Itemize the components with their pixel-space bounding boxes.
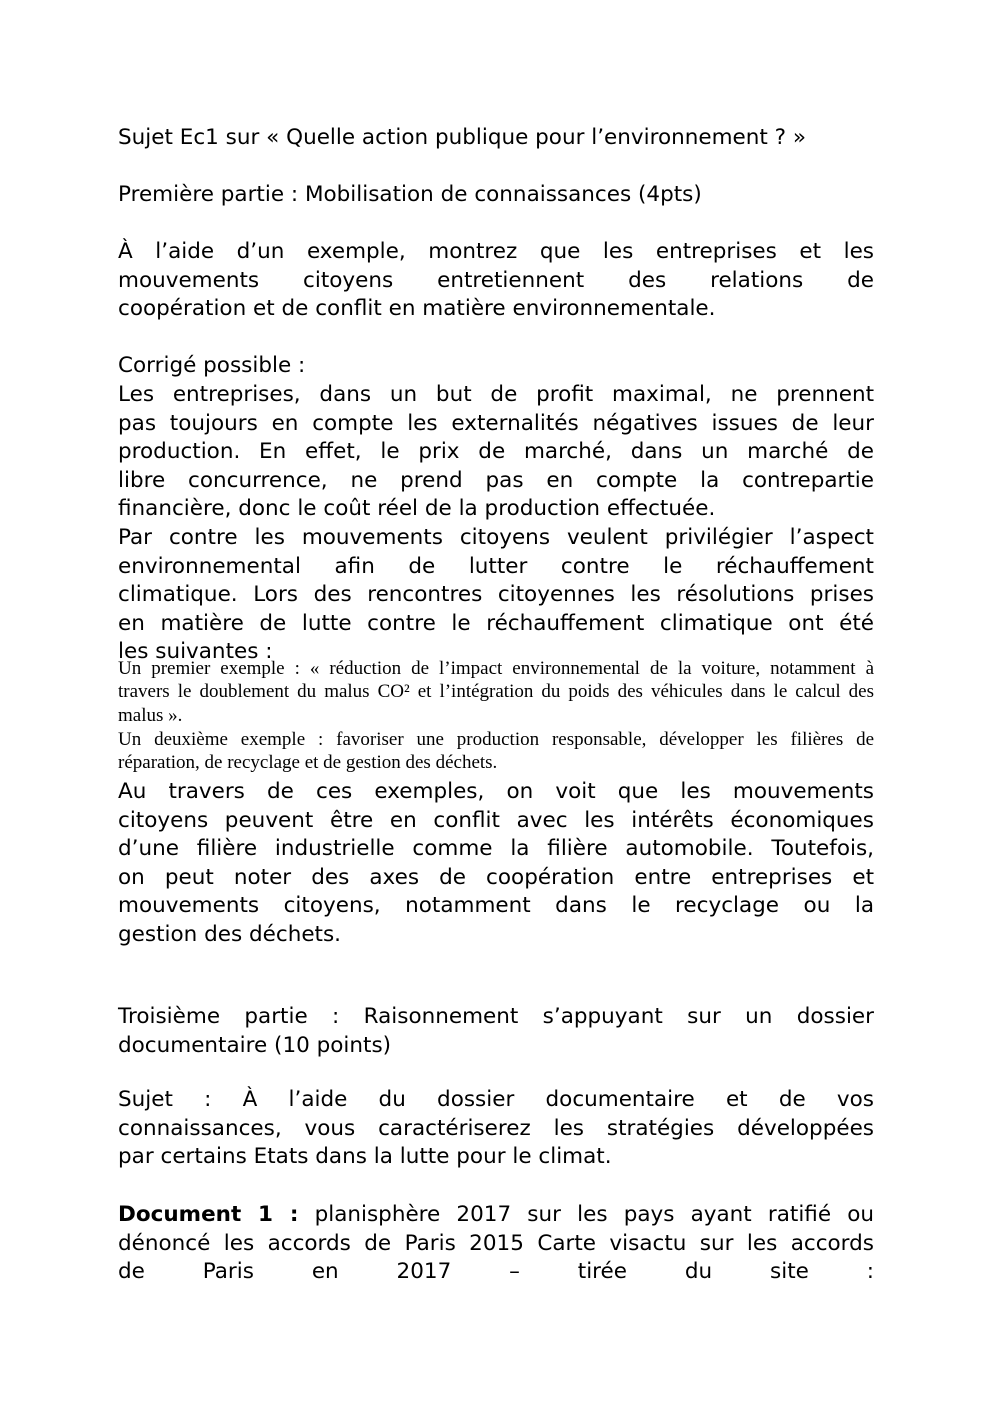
exercise-question: [118, 238, 874, 324]
example-2: [118, 728, 874, 775]
part1-heading: [118, 181, 874, 210]
text-line: production. En effet, le prix de marché, dans un marché de: [118, 439, 874, 465]
text-line: Un deuxième exemple : favoriser une production responsable, développer les filières de: [118, 729, 874, 750]
text-line: documentaire (10 points): [118, 1032, 392, 1058]
text-line: les suivantes :: [118, 639, 273, 665]
text-line: malus ».: [118, 704, 183, 726]
text-line: [118, 1201, 874, 1230]
text-line: réparation, de recyclage et de gestion des déchets.: [118, 752, 498, 774]
text-line: Sujet Ec1 sur « Quelle action publique pour l’environnement ? »: [118, 125, 807, 150]
text-line: coopération et de conflit en matière environnementale.: [118, 296, 716, 322]
text-line: libre concurrence, ne prend pas en compte la contrepartie: [118, 467, 874, 493]
text-line: climatique. Lors des rencontres citoyennes les résolutions prises: [118, 582, 874, 608]
text-line: d’une filière industrielle comme la filière automobile. Toutefois,: [118, 836, 874, 862]
text-line: mouvements citoyens entretiennent des relations de: [118, 267, 874, 293]
text-line: Les entreprises, dans un but de profit maximal, ne prennent: [118, 382, 874, 407]
document1-label: Document 1 :: [118, 1202, 299, 1227]
subject-title: [118, 124, 874, 153]
text-line: Au travers de ces exemples, on voit que les mouvements: [118, 779, 874, 804]
corrige-paragraph-entreprises: [118, 381, 874, 524]
text-line: Première partie : Mobilisation de connaissances (4pts): [118, 182, 702, 207]
text-line: gestion des déchets.: [118, 921, 342, 947]
text-line: Troisième partie : Raisonnement s’appuyant sur un dossier: [118, 1004, 874, 1029]
text-line: pas toujours en compte les externalités négatives issues de leur: [118, 410, 874, 436]
text-line: citoyens peuvent être en conflit avec les intérêts économiques: [118, 807, 874, 833]
document1-caption: [118, 1201, 874, 1287]
part3-heading: [118, 1003, 874, 1060]
text-line: Corrigé possible :: [118, 353, 306, 378]
document1-caption-text: planisphère 2017 sur les pays ayant ratifié ou: [298, 1202, 875, 1227]
text-line: dénoncé les accords de Paris 2015 Carte visactu sur les accords: [118, 1230, 874, 1256]
text-line: environnemental afin de lutter contre le réchauffement: [118, 553, 874, 579]
corrige-paragraph-mouvements: [118, 524, 874, 667]
part3-subject: [118, 1086, 874, 1172]
text-line: de Paris en 2017 – tirée du site :: [118, 1259, 874, 1285]
corrige-label: [118, 352, 874, 381]
corrige-paragraph-synthese: [118, 778, 874, 950]
text-line: connaissances, vous caractériserez les stratégies développées: [118, 1115, 874, 1141]
text-line: on peut noter des axes de coopération entre entreprises et: [118, 864, 874, 890]
text-line: À l’aide d’un exemple, montrez que les entreprises et les: [118, 239, 874, 264]
text-line: mouvements citoyens, notamment dans le recyclage ou la: [118, 893, 874, 919]
text-line: en matière de lutte contre le réchauffement climatique ont été: [118, 610, 874, 636]
text-line: Sujet : À l’aide du dossier documentaire et de vos: [118, 1087, 874, 1112]
text-line: financière, donc le coût réel de la production effectuée.: [118, 496, 716, 522]
example-1: [118, 657, 874, 727]
text-line: par certains Etats dans la lutte pour le climat.: [118, 1144, 612, 1170]
text-line: Par contre les mouvements citoyens veulent privilégier l’aspect: [118, 525, 874, 550]
text-line: Un premier exemple : « réduction de l’impact environnemental de la voiture, notamment à: [118, 658, 874, 679]
text-line: travers le doublement du malus CO² et l’intégration du poids des véhicules dans le calcul des: [118, 681, 874, 703]
